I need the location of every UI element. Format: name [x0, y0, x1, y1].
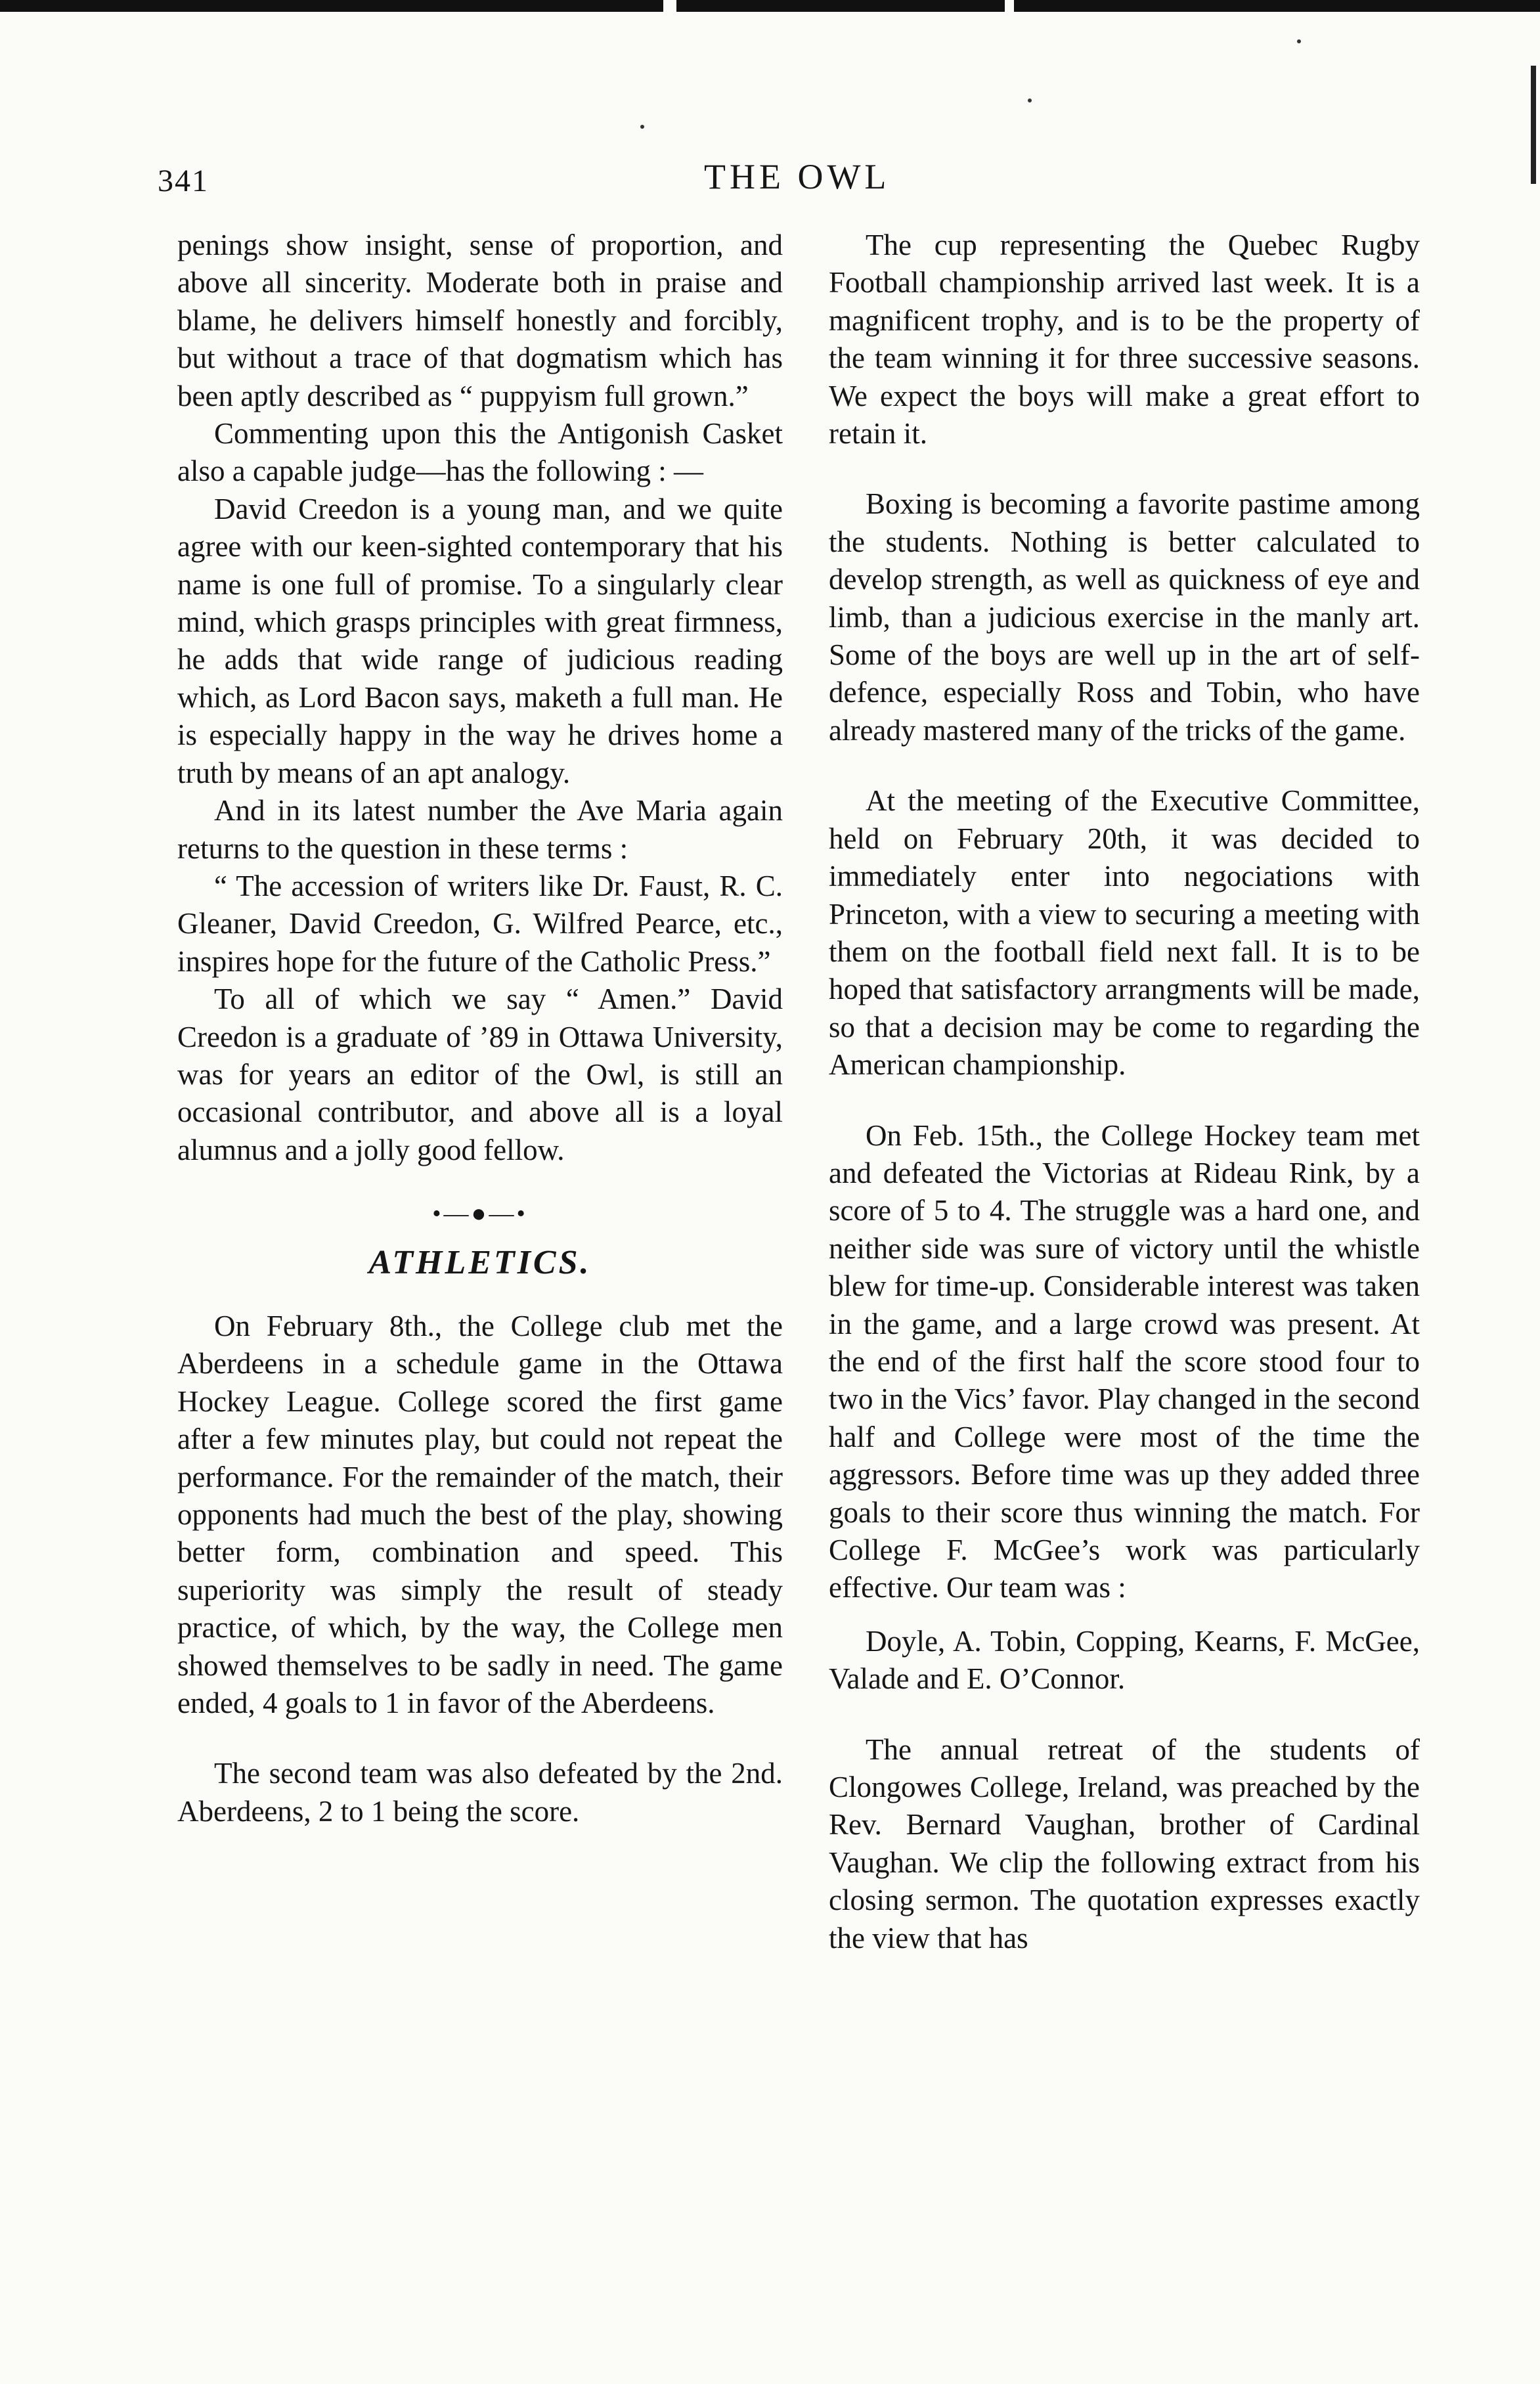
team-list: Doyle, A. Tobin, Copping, Kearns, F. McGee, Valade and E. O’Connor. — [829, 1624, 1420, 1696]
paragraph: The second team was also defeated by the 2nd. Aberdeens, 2 to 1 being the score. — [177, 1757, 783, 1828]
paragraph: At the meeting of the Executive Committee, held on February 20th, it was decided to immediately enter into negociations with Princeton, with a view to securing a meeting with them on the football field next fall. It is to be hoped that satisfactory arrangments will be made, so that a decision may be come to regarding the American championship. — [829, 784, 1420, 1082]
paragraph: And in its latest number the Ave Maria again returns to the question in these terms : — [177, 794, 783, 865]
right-column — [829, 227, 1420, 1957]
paragraph: penings show insight, sense of proportion, and above all sincerity. Moderate both in praise and blame, he delivers himself honestly and forcibly, but without a trace of that dogmatism which has been aptly described as “ puppyism full grown.” — [177, 229, 783, 412]
top-rule-gap — [1005, 0, 1014, 12]
scan-speck — [640, 125, 644, 129]
left-column — [177, 227, 783, 1830]
paragraph: David Creedon is a young man, and we quite agree with our keen-sighted contemporary that his name is one full of promise. To a singularly clear mind, which grasps principles with great firmness, he adds that wide range of judicious reading which, as Lord Bacon says, maketh a full man. He is especially happy in the way he drives home a truth by means of an apt analogy. — [177, 492, 783, 789]
running-title: THE OWL — [704, 157, 891, 196]
section-ornament: •—●—• — [432, 1200, 528, 1228]
top-scan-rule — [0, 0, 1540, 12]
section-heading-athletics: ATHLETICS. — [368, 1243, 592, 1281]
paragraph: The annual retreat of the students of Clongowes College, Ireland, was preached by the Rev. Bernard Vaughan, brother of Cardinal Vaughan. We clip the following extract from his closing sermon. The quotation expresses exactly the view that has — [829, 1733, 1420, 1954]
page-number: 341 — [158, 164, 209, 198]
paragraph: To all of which we say “ Amen.” David Creedon is a graduate of ’89 in Ottawa University, was for years an editor of the Owl, is still an occasional contributor, and above all is a loyal alumnus and a jolly good fellow. — [177, 982, 783, 1166]
paragraph: Commenting upon this the Antigonish Casket also a capable judge—has the following : — — [177, 417, 783, 488]
quotation-paragraph: “ The accession of writers like Dr. Faust, R. C. Gleaner, David Creedon, G. Wilfred Pearce, etc., inspires hope for the future of the Catholic Press.” — [177, 869, 783, 978]
paragraph: On February 8th., the College club met the Aberdeens in a schedule game in the Ottawa Hockey League. College scored the first game after a few minutes play, but could not repeat the performance. For the remainder of the match, their opponents had much the best of the play, showing better form, combination and speed. This superiority was simply the result of steady practice, of which, by the way, the College men showed themselves to be sadly in need. The game ended, 4 goals to 1 in favor of the Aberdeens. — [177, 1309, 783, 1720]
paragraph: The cup representing the Quebec Rugby Football championship arrived last week. It is a magnificent trophy, and is to be the property of the team winning it for three successive seasons. We expect the boys will make a great effort to retain it. — [829, 229, 1420, 451]
paragraph: Boxing is becoming a favorite pastime among the students. Nothing is better calculated to develop strength, as well as quickness of eye and limb, than a judicious exercise in the manly art. Some of the boys are well up in the art of self-defence, especially Ross and Tobin, who have already mastered many of the tricks of the game. — [829, 487, 1420, 747]
page-header — [0, 156, 1540, 209]
scan-speck — [1297, 39, 1301, 43]
scan-speck — [1028, 99, 1032, 102]
paragraph: On Feb. 15th., the College Hockey team met and defeated the Victorias at Rideau Rink, by a score of 5 to 4. The struggle was a hard one, and neither side was sure of victory until the whistle blew for time-up. Considerable interest was taken in the game, and a large crowd was present. At the end of the first half the score stood four to two in the Vics’ favor. Play changed in the second half and College were most of the time the aggressors. Before time was up they added three goals to their score thus winning the match. For College F. McGee’s work was particularly effective. Our team was : — [829, 1118, 1420, 1604]
top-rule-gap — [663, 0, 676, 12]
